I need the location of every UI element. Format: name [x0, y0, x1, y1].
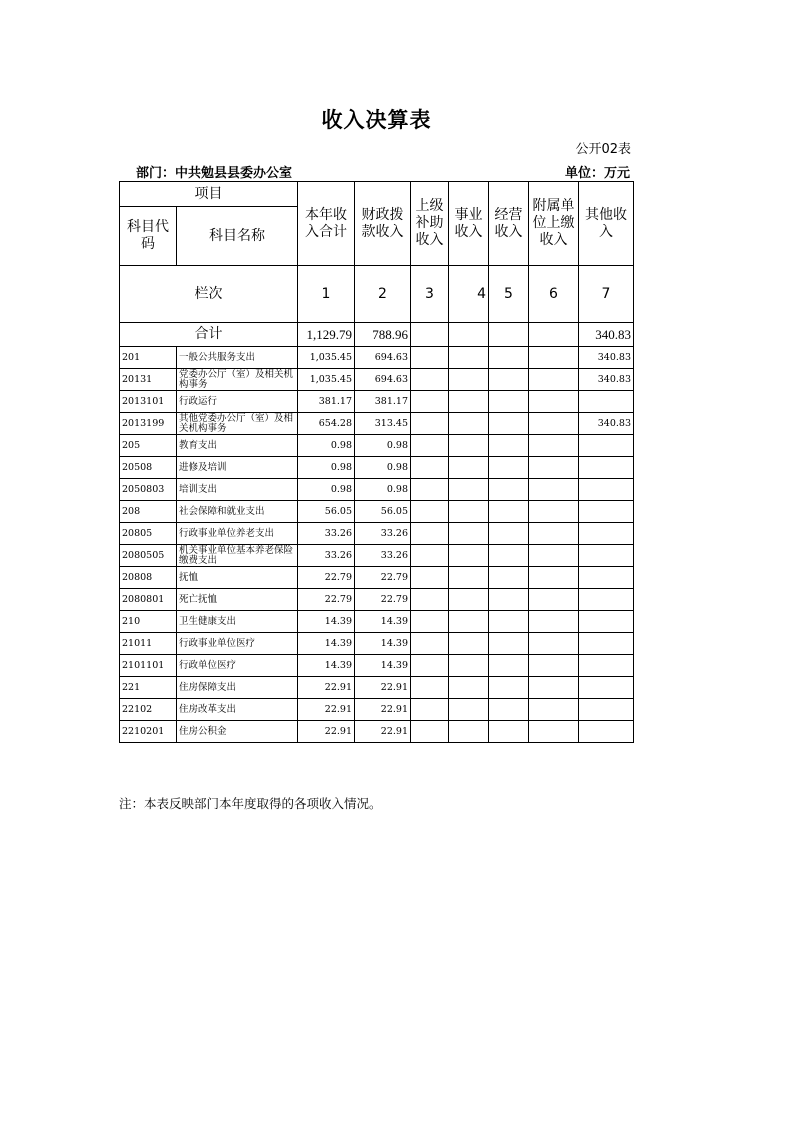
table-row — [120, 523, 634, 545]
row-value-4 — [449, 677, 489, 699]
row-name: 住房公积金 — [177, 721, 298, 743]
row-value-3 — [411, 435, 449, 457]
table-row — [120, 413, 634, 435]
table-row — [120, 721, 634, 743]
row-value-1: 33.26 — [298, 523, 355, 545]
total-value-4 — [449, 323, 489, 347]
row-name: 机关事业单位基本养老保险缴费支出 — [177, 545, 298, 567]
row-value-5 — [489, 347, 529, 369]
row-value-2: 22.91 — [355, 721, 411, 743]
row-value-5 — [489, 655, 529, 677]
row-value-4 — [449, 611, 489, 633]
table-row — [120, 567, 634, 589]
row-value-6 — [529, 523, 579, 545]
row-value-7 — [579, 699, 634, 721]
row-value-1: 22.91 — [298, 721, 355, 743]
total-label: 合计 — [120, 323, 298, 347]
table-row — [120, 457, 634, 479]
row-value-7 — [579, 501, 634, 523]
row-value-5 — [489, 545, 529, 567]
row-name: 抚恤 — [177, 567, 298, 589]
row-code: 2210201 — [120, 721, 177, 743]
total-value-5 — [489, 323, 529, 347]
total-value-1: 1,129.79 — [298, 323, 355, 347]
row-value-1: 22.79 — [298, 567, 355, 589]
column-index-2: 2 — [355, 266, 411, 323]
row-value-7: 340.83 — [579, 347, 634, 369]
row-code: 2080801 — [120, 589, 177, 611]
row-value-3 — [411, 391, 449, 413]
row-value-6 — [529, 611, 579, 633]
column-index-4: 4 — [449, 266, 489, 323]
row-value-5 — [489, 567, 529, 589]
table-row — [120, 391, 634, 413]
column-index-7: 7 — [579, 266, 634, 323]
row-value-7 — [579, 611, 634, 633]
row-value-7 — [579, 589, 634, 611]
row-value-1: 14.39 — [298, 655, 355, 677]
row-value-7 — [579, 545, 634, 567]
row-value-3 — [411, 457, 449, 479]
row-value-2: 381.17 — [355, 391, 411, 413]
row-name: 住房保障支出 — [177, 677, 298, 699]
row-code: 20131 — [120, 369, 177, 391]
row-value-1: 0.98 — [298, 457, 355, 479]
column-index-label: 栏次 — [120, 266, 298, 323]
row-value-7: 340.83 — [579, 369, 634, 391]
row-value-3 — [411, 589, 449, 611]
row-value-1: 22.91 — [298, 699, 355, 721]
row-name: 行政事业单位养老支出 — [177, 523, 298, 545]
row-code: 208 — [120, 501, 177, 523]
row-code: 2101101 — [120, 655, 177, 677]
row-value-3 — [411, 567, 449, 589]
row-value-4 — [449, 413, 489, 435]
row-value-4 — [449, 347, 489, 369]
row-value-5 — [489, 457, 529, 479]
row-value-3 — [411, 369, 449, 391]
row-value-6 — [529, 501, 579, 523]
row-value-7 — [579, 633, 634, 655]
row-value-7 — [579, 391, 634, 413]
row-name: 进修及培训 — [177, 457, 298, 479]
row-code: 205 — [120, 435, 177, 457]
row-value-6 — [529, 413, 579, 435]
row-value-2: 33.26 — [355, 523, 411, 545]
table-row — [120, 589, 634, 611]
row-name: 行政单位医疗 — [177, 655, 298, 677]
row-name: 党委办公厅（室）及相关机构事务 — [177, 369, 298, 391]
row-value-4 — [449, 655, 489, 677]
row-value-3 — [411, 633, 449, 655]
row-value-5 — [489, 677, 529, 699]
row-value-4 — [449, 567, 489, 589]
table-row — [120, 369, 634, 391]
row-value-4 — [449, 545, 489, 567]
row-value-2: 22.91 — [355, 699, 411, 721]
total-value-3 — [411, 323, 449, 347]
row-value-6 — [529, 677, 579, 699]
unit-label: 单位：万元 — [564, 166, 630, 181]
row-value-4 — [449, 435, 489, 457]
row-name: 社会保障和就业支出 — [177, 501, 298, 523]
row-value-4 — [449, 479, 489, 501]
row-code: 210 — [120, 611, 177, 633]
row-value-4 — [449, 391, 489, 413]
row-value-6 — [529, 545, 579, 567]
row-value-1: 22.79 — [298, 589, 355, 611]
row-value-5 — [489, 413, 529, 435]
row-value-2: 694.63 — [355, 347, 411, 369]
header-name: 科目名称 — [177, 207, 298, 266]
row-value-5 — [489, 523, 529, 545]
row-value-3 — [411, 677, 449, 699]
row-code: 22102 — [120, 699, 177, 721]
footnote: 注：本表反映部门本年度取得的各项收入情况。 — [119, 796, 382, 811]
row-value-3 — [411, 699, 449, 721]
row-value-5 — [489, 501, 529, 523]
row-value-2: 0.98 — [355, 435, 411, 457]
row-name: 培训支出 — [177, 479, 298, 501]
row-value-4 — [449, 633, 489, 655]
row-value-3 — [411, 347, 449, 369]
row-value-1: 1,035.45 — [298, 369, 355, 391]
row-value-7 — [579, 479, 634, 501]
row-value-5 — [489, 611, 529, 633]
row-value-2: 0.98 — [355, 457, 411, 479]
row-code: 20508 — [120, 457, 177, 479]
row-value-2: 14.39 — [355, 611, 411, 633]
row-value-6 — [529, 457, 579, 479]
row-value-4 — [449, 523, 489, 545]
row-value-4 — [449, 457, 489, 479]
table-row — [120, 435, 634, 457]
table-row — [120, 501, 634, 523]
row-value-5 — [489, 435, 529, 457]
row-value-6 — [529, 633, 579, 655]
table-row — [120, 611, 634, 633]
row-value-3 — [411, 479, 449, 501]
income-table — [119, 181, 634, 743]
row-value-2: 22.79 — [355, 567, 411, 589]
table-row — [120, 655, 634, 677]
row-value-2: 22.79 — [355, 589, 411, 611]
row-value-1: 56.05 — [298, 501, 355, 523]
row-name: 教育支出 — [177, 435, 298, 457]
row-code: 20805 — [120, 523, 177, 545]
total-value-2: 788.96 — [355, 323, 411, 347]
row-code: 2050803 — [120, 479, 177, 501]
row-name: 住房改革支出 — [177, 699, 298, 721]
row-value-7 — [579, 655, 634, 677]
header-code: 科目代码 — [120, 207, 177, 266]
row-value-1: 381.17 — [298, 391, 355, 413]
row-value-4 — [449, 501, 489, 523]
table-row — [120, 699, 634, 721]
total-value-7: 340.83 — [579, 323, 634, 347]
row-value-2: 14.39 — [355, 633, 411, 655]
row-value-3 — [411, 721, 449, 743]
row-value-1: 654.28 — [298, 413, 355, 435]
row-value-6 — [529, 567, 579, 589]
row-value-5 — [489, 633, 529, 655]
row-value-7 — [579, 523, 634, 545]
row-value-1: 0.98 — [298, 435, 355, 457]
row-value-3 — [411, 655, 449, 677]
header-col-1: 本年收入合计 — [298, 182, 355, 266]
header-col-7: 其他收入 — [579, 182, 634, 266]
row-name: 行政运行 — [177, 391, 298, 413]
row-value-1: 22.91 — [298, 677, 355, 699]
header-project: 项目 — [120, 182, 298, 207]
row-value-6 — [529, 435, 579, 457]
row-value-7 — [579, 457, 634, 479]
total-value-6 — [529, 323, 579, 347]
row-code: 2013101 — [120, 391, 177, 413]
department-label: 部门：中共勉县县委办公室 — [136, 166, 293, 181]
column-index-1: 1 — [298, 266, 355, 323]
row-value-1: 14.39 — [298, 633, 355, 655]
row-value-5 — [489, 479, 529, 501]
header-col-2: 财政拨款收入 — [355, 182, 411, 266]
row-value-4 — [449, 369, 489, 391]
row-name: 一般公共服务支出 — [177, 347, 298, 369]
column-index-3: 3 — [411, 266, 449, 323]
row-name: 卫生健康支出 — [177, 611, 298, 633]
row-name: 死亡抚恤 — [177, 589, 298, 611]
row-value-2: 0.98 — [355, 479, 411, 501]
row-value-7 — [579, 677, 634, 699]
row-value-3 — [411, 523, 449, 545]
table-row — [120, 633, 634, 655]
row-value-3 — [411, 413, 449, 435]
row-value-2: 33.26 — [355, 545, 411, 567]
row-value-1: 14.39 — [298, 611, 355, 633]
row-code: 201 — [120, 347, 177, 369]
header-col-6: 附属单位上缴收入 — [529, 182, 579, 266]
row-value-6 — [529, 721, 579, 743]
row-value-5 — [489, 721, 529, 743]
row-value-2: 14.39 — [355, 655, 411, 677]
row-value-7 — [579, 721, 634, 743]
row-value-6 — [529, 347, 579, 369]
row-value-7 — [579, 435, 634, 457]
row-value-2: 694.63 — [355, 369, 411, 391]
header-col-5: 经营收入 — [489, 182, 529, 266]
row-name: 其他党委办公厅（室）及相关机构事务 — [177, 413, 298, 435]
column-index-5: 5 — [489, 266, 529, 323]
row-value-1: 33.26 — [298, 545, 355, 567]
row-value-2: 56.05 — [355, 501, 411, 523]
row-value-6 — [529, 699, 579, 721]
row-value-2: 22.91 — [355, 677, 411, 699]
row-value-3 — [411, 501, 449, 523]
row-value-1: 1,035.45 — [298, 347, 355, 369]
table-row — [120, 347, 634, 369]
header-col-3: 上级补助收入 — [411, 182, 449, 266]
row-value-6 — [529, 655, 579, 677]
table-row — [120, 479, 634, 501]
column-index-6: 6 — [529, 266, 579, 323]
row-value-4 — [449, 589, 489, 611]
header-col-4: 事业收入 — [449, 182, 489, 266]
table-row — [120, 677, 634, 699]
row-value-6 — [529, 391, 579, 413]
row-value-4 — [449, 721, 489, 743]
row-code: 20808 — [120, 567, 177, 589]
row-value-5 — [489, 589, 529, 611]
form-code: 公开02表 — [575, 142, 631, 157]
page-title: 收入决算表 — [321, 108, 432, 132]
row-code: 2080505 — [120, 545, 177, 567]
table-row — [120, 545, 634, 567]
row-value-5 — [489, 391, 529, 413]
row-value-4 — [449, 699, 489, 721]
row-value-7 — [579, 567, 634, 589]
row-value-3 — [411, 611, 449, 633]
row-code: 2013199 — [120, 413, 177, 435]
row-name: 行政事业单位医疗 — [177, 633, 298, 655]
row-value-5 — [489, 699, 529, 721]
row-value-1: 0.98 — [298, 479, 355, 501]
row-value-6 — [529, 589, 579, 611]
row-value-7: 340.83 — [579, 413, 634, 435]
row-code: 221 — [120, 677, 177, 699]
row-value-5 — [489, 369, 529, 391]
row-value-6 — [529, 479, 579, 501]
row-value-6 — [529, 369, 579, 391]
row-value-2: 313.45 — [355, 413, 411, 435]
row-code: 21011 — [120, 633, 177, 655]
row-value-3 — [411, 545, 449, 567]
